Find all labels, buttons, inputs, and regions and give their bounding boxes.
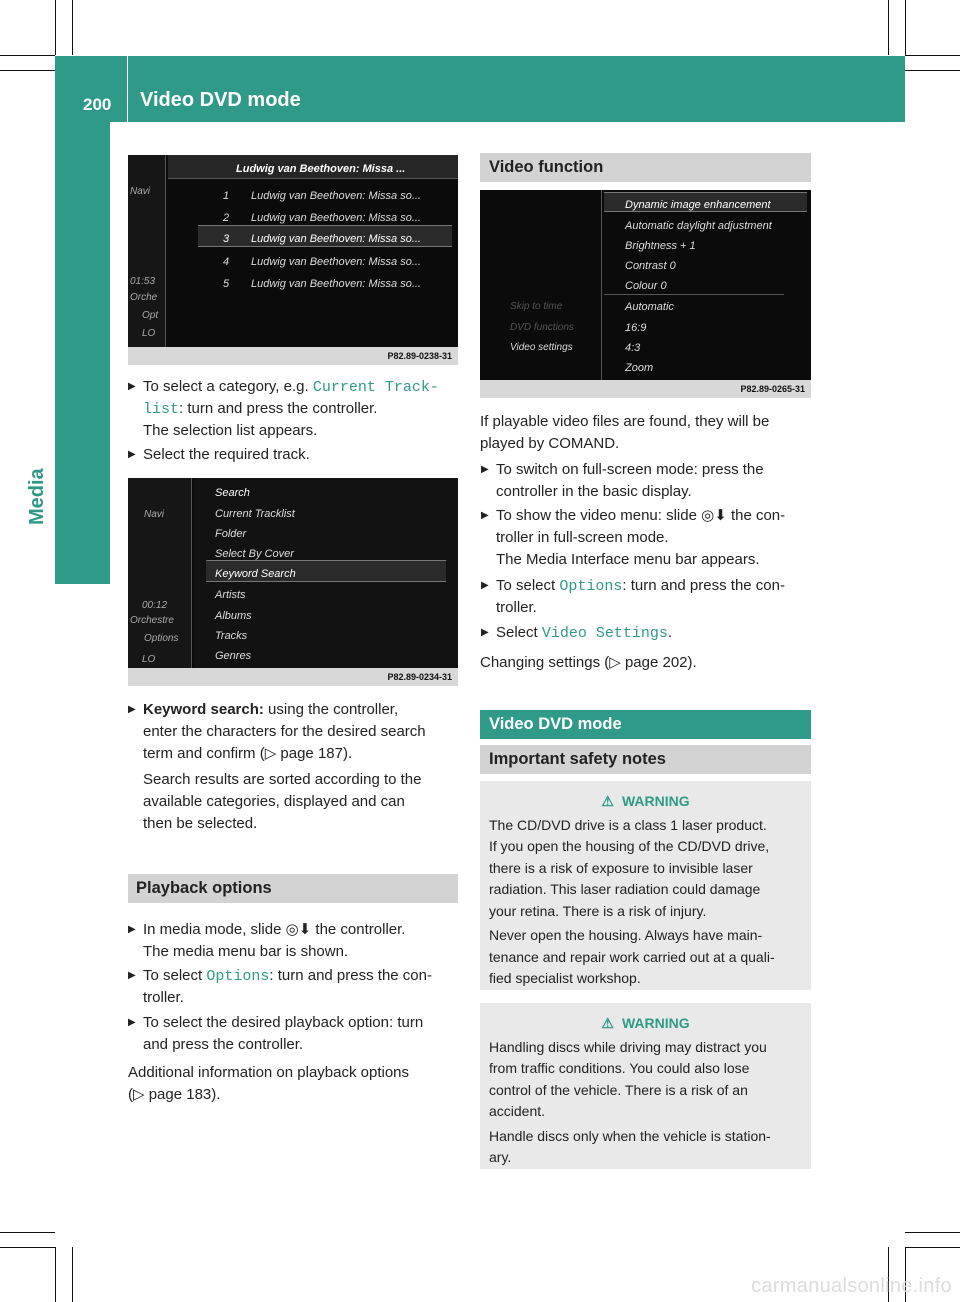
track-label: Ludwig van Beethoven: Missa so... [251, 278, 421, 290]
crop-mark [72, 0, 73, 55]
step-select-options [496, 575, 785, 598]
step-select-category-cont [143, 398, 377, 421]
menu-item: Genres [215, 650, 252, 662]
code-options: Options [559, 578, 623, 595]
paragraph-line: Search results are sorted according to the [143, 771, 422, 788]
step-text: To select [496, 577, 560, 594]
code-list: list [143, 401, 180, 418]
warning-paragraph [489, 925, 802, 990]
crop-mark [905, 1247, 960, 1248]
step-text: term and confirm ( [143, 745, 265, 762]
crop-mark [905, 1232, 960, 1233]
screen-left-panel [480, 190, 602, 380]
warning-triangle-icon: ⚠ [601, 1015, 614, 1031]
step-text: troller in full-screen mode. [496, 529, 669, 546]
crop-mark [0, 70, 55, 71]
step-text: To select [143, 967, 207, 984]
step-select-video-settings [496, 622, 672, 645]
step-text: and press the controller. [143, 1036, 304, 1053]
warning-line: fied specialist workshop. [489, 970, 641, 986]
menu-item: 4:3 [625, 342, 641, 354]
section-heading-video-function [480, 153, 811, 182]
crop-mark [0, 1247, 55, 1248]
warning-paragraph [489, 1037, 802, 1123]
crop-mark [55, 1247, 56, 1302]
screen-left-item: 00:12 [142, 600, 168, 611]
warning-title: WARNING [621, 1015, 690, 1031]
section-heading-text: Important safety notes [489, 750, 666, 768]
screen-left-item: LO [142, 654, 156, 665]
code-video-settings: Video Settings [541, 625, 668, 642]
menu-item: Search [215, 487, 250, 499]
step-select-playback-option: ▶ To select the desired playback option: turn [143, 1012, 423, 1034]
warning-line: accident. [489, 1103, 546, 1119]
menu-item: Brightness + 1 [625, 240, 696, 252]
crop-mark [0, 55, 55, 56]
warning-line: Handling discs while driving may distract you [489, 1038, 767, 1055]
paragraph-line: Additional information on playback options [128, 1064, 410, 1081]
paragraph-line: If playable video files are found, they will be [480, 413, 770, 430]
warning-paragraph [489, 815, 802, 923]
screenshot-caption: P82.89-0234-31 [128, 668, 458, 686]
code-current-tracklist: Current Track‐ [312, 379, 439, 396]
track-label: Ludwig van Beethoven: Missa so... [251, 233, 421, 245]
warning-line: The CD/DVD drive is a class 1 laser product. [489, 816, 767, 833]
track-num: 1 [223, 190, 230, 202]
screen-left-item: LO [142, 328, 156, 339]
step-text [143, 743, 352, 765]
screen-left-item: Options [144, 633, 179, 644]
track-label: Ludwig van Beethoven: Missa so... [251, 190, 421, 202]
warning-title: WARNING [621, 793, 690, 809]
section-heading-text: Video function [489, 158, 604, 176]
crop-mark [0, 1232, 55, 1233]
screen-left-item: DVD functions [510, 322, 574, 333]
chapter-title: Video DVD mode [140, 89, 301, 111]
page-reference[interactable]: Changing settings (▷ page 202). [480, 654, 697, 671]
menu-item: Select By Cover [215, 548, 294, 560]
screenshot-search-menu [128, 478, 458, 686]
step-text: : turn and press the con- [269, 967, 432, 984]
keyword-search-label: Keyword search: [143, 701, 264, 718]
crop-mark [905, 0, 906, 55]
section-heading-safety [480, 745, 811, 774]
step-text: controller in the basic display. [496, 483, 692, 500]
screen-left-panel [128, 478, 192, 668]
menu-item: 16:9 [625, 322, 647, 334]
warning-heading [489, 1013, 802, 1035]
screenshot-video-settings [480, 190, 811, 398]
step-text: ). [342, 745, 353, 762]
section-heading-video-dvd-mode [480, 710, 811, 739]
screen-title-row: Ludwig van Beethoven: Missa ... [236, 163, 406, 175]
screen-left-item: 01:53 [130, 276, 156, 287]
section-heading-text: Playback options [136, 879, 272, 897]
menu-item: Zoom [625, 362, 654, 374]
warning-line: Handle discs only when the vehicle is station- [489, 1127, 771, 1144]
paragraph-line: played by COMAND. [480, 435, 620, 452]
menu-item: Current Tracklist [215, 508, 295, 520]
step-text: troller. [496, 599, 537, 616]
side-tab-label: Media [26, 468, 48, 525]
step-text: using the controller, [263, 701, 399, 718]
page-number: 200 [83, 95, 112, 114]
warning-line: If you open the housing of the CD/DVD drive, [489, 838, 770, 854]
screen-left-panel [128, 155, 166, 347]
step-full-screen: ▶ To switch on full-screen mode: press the [496, 459, 764, 481]
crop-mark [72, 1247, 73, 1302]
screen-left-item: Skip to time [510, 301, 563, 312]
warning-box-driving [480, 1003, 811, 1169]
screen-left-item: Navi [130, 186, 151, 197]
screenshot-track-list [128, 155, 458, 365]
screenshot-caption: P82.89-0238-31 [128, 347, 458, 365]
page-reference[interactable]: (▷ page 183). [128, 1086, 221, 1103]
step-show-video-menu: ▶ To show the video menu: slide ◎⬇ the con- [496, 505, 785, 527]
step-text: To select a category, e.g. [143, 378, 313, 395]
step-text: : turn and press the controller. [179, 400, 378, 417]
side-tab [55, 122, 110, 584]
warning-line: from traffic conditions. You could also lose [489, 1060, 750, 1076]
warning-triangle-icon: ⚠ [601, 793, 614, 809]
menu-item: Albums [215, 610, 252, 622]
track-num: 4 [223, 256, 230, 268]
footer-watermark: carmanualsonline.info [751, 1274, 952, 1297]
warning-line: your retina. There is a risk of injury. [489, 902, 707, 919]
page-reference[interactable]: ▷ page 187 [264, 745, 343, 762]
warning-line: ary. [489, 1149, 512, 1165]
crop-mark [888, 0, 889, 55]
menu-item: Keyword Search [215, 568, 296, 580]
warning-line: Never open the housing. Always have main- [489, 927, 763, 943]
code-options: Options [206, 968, 270, 985]
warning-line: radiation. This laser radiation could damage [489, 881, 761, 897]
step-select-options [143, 965, 432, 988]
crop-mark [55, 0, 56, 55]
step-result: The selection list appears. [143, 422, 318, 439]
section-heading-text: Video DVD mode [489, 715, 622, 733]
step-slide-controller: ▶ In media mode, slide ◎⬇ the controller. [143, 919, 405, 941]
step-result: The Media Interface menu bar appears. [496, 551, 760, 568]
menu-item: Tracks [215, 630, 248, 642]
warning-line: there is a risk of exposure to invisible laser [489, 859, 753, 876]
step-text: troller. [143, 989, 184, 1006]
track-label: Ludwig van Beethoven: Missa so... [251, 256, 421, 268]
step-result: The media menu bar is shown. [143, 943, 349, 960]
paragraph-line: then be selected. [143, 815, 258, 832]
track-label: Ludwig van Beethoven: Missa so... [251, 212, 421, 224]
step-text: Select [496, 624, 542, 641]
paragraph-line: available categories, displayed and can [143, 793, 405, 810]
screenshot-caption: P82.89-0265-31 [480, 380, 811, 398]
menu-item: Folder [215, 528, 247, 540]
step-text: : turn and press the con- [622, 577, 785, 594]
screen-left-item: Navi [144, 509, 165, 520]
header-separator [127, 56, 128, 122]
step-select-category [143, 376, 439, 399]
track-num: 3 [223, 233, 230, 245]
menu-item: Dynamic image enhancement [625, 199, 771, 211]
section-heading-playback [128, 874, 458, 903]
warning-box-laser [480, 781, 811, 990]
menu-item: Artists [215, 589, 246, 601]
track-num: 2 [223, 212, 230, 224]
screen-left-item: Orchestre [130, 615, 174, 626]
step-text: enter the characters for the desired search [143, 723, 426, 740]
warning-paragraph [489, 1126, 802, 1169]
page-header [55, 56, 905, 122]
warning-heading [489, 791, 802, 813]
step-text: . [667, 624, 673, 641]
menu-item: Contrast 0 [625, 260, 676, 272]
warning-line: control of the vehicle. There is a risk of an [489, 1081, 748, 1098]
menu-item: Automatic [625, 301, 674, 313]
step-select-track: ▶ Select the required track. [143, 444, 310, 466]
crop-mark [905, 55, 960, 56]
warning-line: tenance and repair work carried out at a quali- [489, 948, 775, 965]
track-num: 5 [223, 278, 230, 290]
menu-item: Automatic daylight adjustment [625, 220, 772, 232]
menu-item: Colour 0 [625, 280, 667, 292]
menu-divider [604, 294, 784, 295]
screen-left-item: Opt [142, 310, 159, 321]
step-keyword-search [143, 699, 398, 721]
screen-left-item: Orche [130, 292, 158, 303]
crop-mark [905, 70, 960, 71]
screen-left-item: Video settings [510, 342, 573, 353]
